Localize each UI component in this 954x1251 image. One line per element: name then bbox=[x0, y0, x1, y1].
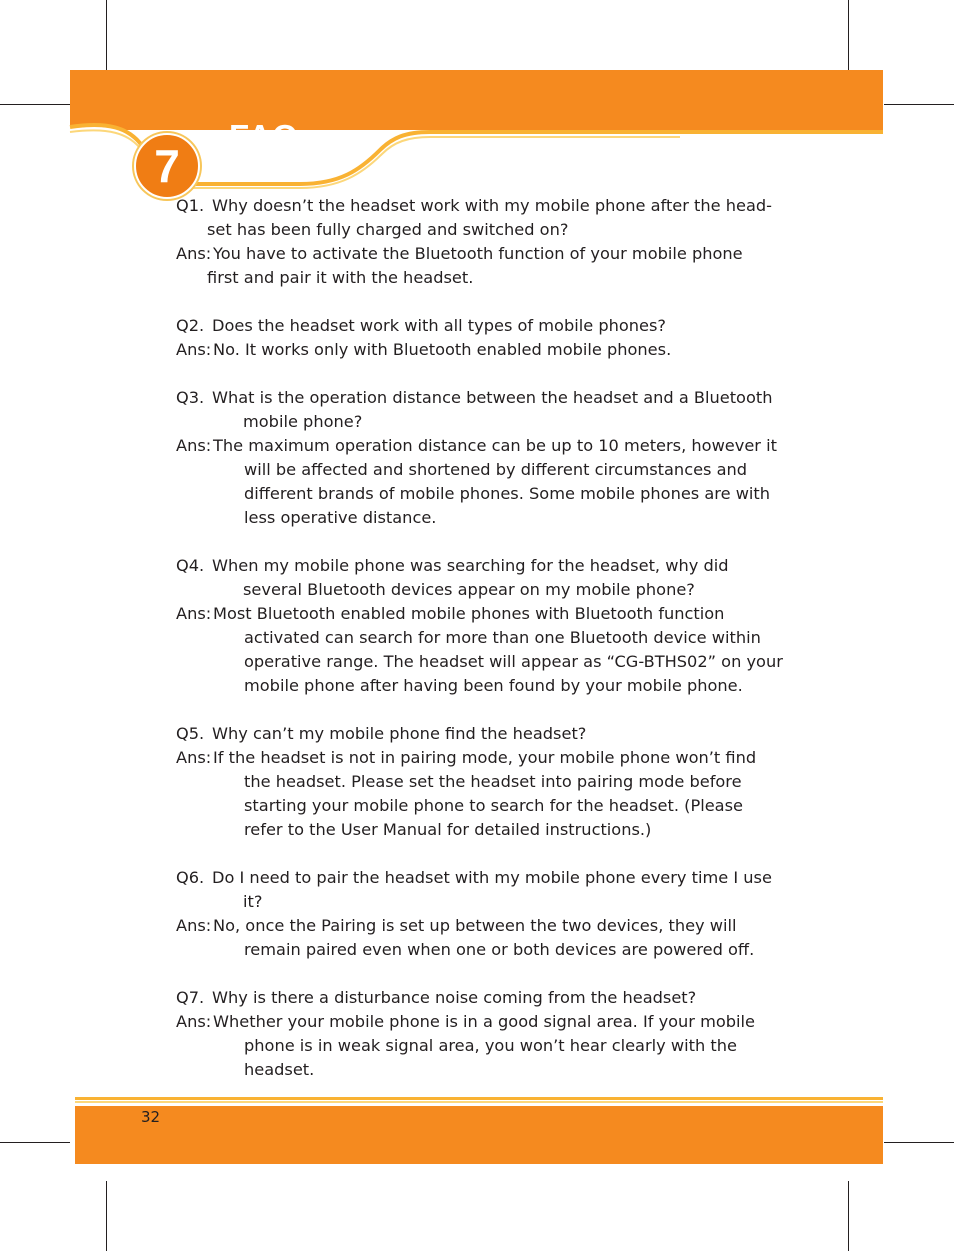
footer-stripe bbox=[75, 1097, 883, 1100]
answer bbox=[176, 1010, 786, 1082]
question-label: Q3. bbox=[176, 388, 205, 407]
answer-label: Ans: bbox=[176, 604, 212, 623]
footer-banner bbox=[75, 1106, 883, 1164]
answer-text: If the headset is not in pairing mode, your mobile phone won’t find the headset. Please set the headset into pairing mode before starting your mobile phone to search for the headset. (Please refer to the User Manual for detailed instructions.) bbox=[213, 748, 757, 839]
answer-label: Ans: bbox=[176, 340, 212, 359]
faq-item bbox=[176, 194, 786, 290]
crop-mark bbox=[106, 1181, 107, 1251]
question-label: Q1. bbox=[176, 196, 205, 215]
answer bbox=[176, 434, 786, 530]
page-title: FAQ bbox=[229, 118, 299, 155]
question bbox=[176, 314, 786, 338]
faq-item bbox=[176, 314, 786, 362]
question bbox=[176, 986, 786, 1010]
question-text: Why can’t my mobile phone find the headset? bbox=[212, 724, 587, 743]
chapter-number-badge: 7 bbox=[134, 133, 200, 199]
answer-label: Ans: bbox=[176, 244, 212, 263]
question-text: Why doesn’t the headset work with my mobile phone after the head- set has been fully charged and switched on? bbox=[207, 196, 773, 239]
question-text: When my mobile phone was searching for the headset, why did several Bluetooth devices appear on my mobile phone? bbox=[212, 556, 729, 599]
answer bbox=[176, 914, 786, 962]
answer-text: No. It works only with Bluetooth enabled mobile phones. bbox=[213, 340, 672, 359]
answer bbox=[176, 602, 786, 698]
faq-item bbox=[176, 386, 786, 530]
question bbox=[176, 722, 786, 746]
answer-text: No, once the Pairing is set up between the two devices, they will remain paired even when one or both devices are powered off. bbox=[213, 916, 755, 959]
faq-list bbox=[176, 194, 786, 1082]
question-label: Q2. bbox=[176, 316, 205, 335]
answer-label: Ans: bbox=[176, 916, 212, 935]
answer-text: Whether your mobile phone is in a good signal area. If your mobile phone is in weak signal area, you won’t hear clearly with the headset. bbox=[213, 1012, 756, 1079]
question bbox=[176, 866, 786, 914]
question-label: Q7. bbox=[176, 988, 205, 1007]
question-label: Q4. bbox=[176, 556, 205, 575]
question bbox=[176, 554, 786, 602]
question-text: What is the operation distance between the headset and a Bluetooth mobile phone? bbox=[212, 388, 773, 431]
answer-label: Ans: bbox=[176, 748, 212, 767]
question bbox=[176, 386, 786, 434]
answer bbox=[176, 746, 786, 842]
answer bbox=[176, 338, 786, 362]
crop-mark bbox=[884, 1142, 954, 1143]
answer bbox=[176, 242, 786, 290]
answer-label: Ans: bbox=[176, 1012, 212, 1031]
crop-mark bbox=[0, 1142, 70, 1143]
faq-item bbox=[176, 722, 786, 842]
footer-stripe bbox=[75, 1101, 883, 1103]
crop-mark bbox=[848, 1181, 849, 1251]
page-number: 32 bbox=[141, 1108, 161, 1126]
faq-item bbox=[176, 554, 786, 698]
faq-item bbox=[176, 866, 786, 962]
answer-text: You have to activate the Bluetooth function of your mobile phone first and pair it with the headset. bbox=[207, 244, 743, 287]
answer-label: Ans: bbox=[176, 436, 212, 455]
question-label: Q6. bbox=[176, 868, 205, 887]
question bbox=[176, 194, 786, 242]
faq-item bbox=[176, 986, 786, 1082]
question-text: Do I need to pair the headset with my mobile phone every time I use it? bbox=[212, 868, 772, 911]
answer-text: Most Bluetooth enabled mobile phones with Bluetooth function activated can search for more than one Bluetooth device within operative range. The headset will appear as “CG-BTHS02” on your mobile phone after having been found by your mobile phone. bbox=[213, 604, 783, 695]
question-text: Does the headset work with all types of mobile phones? bbox=[212, 316, 667, 335]
question-text: Why is there a disturbance noise coming from the headset? bbox=[212, 988, 697, 1007]
answer-text: The maximum operation distance can be up to 10 meters, however it will be affected and shortened by different circumstances and different brands of mobile phones. Some mobile phones are with less operative distance. bbox=[213, 436, 777, 527]
question-label: Q5. bbox=[176, 724, 205, 743]
